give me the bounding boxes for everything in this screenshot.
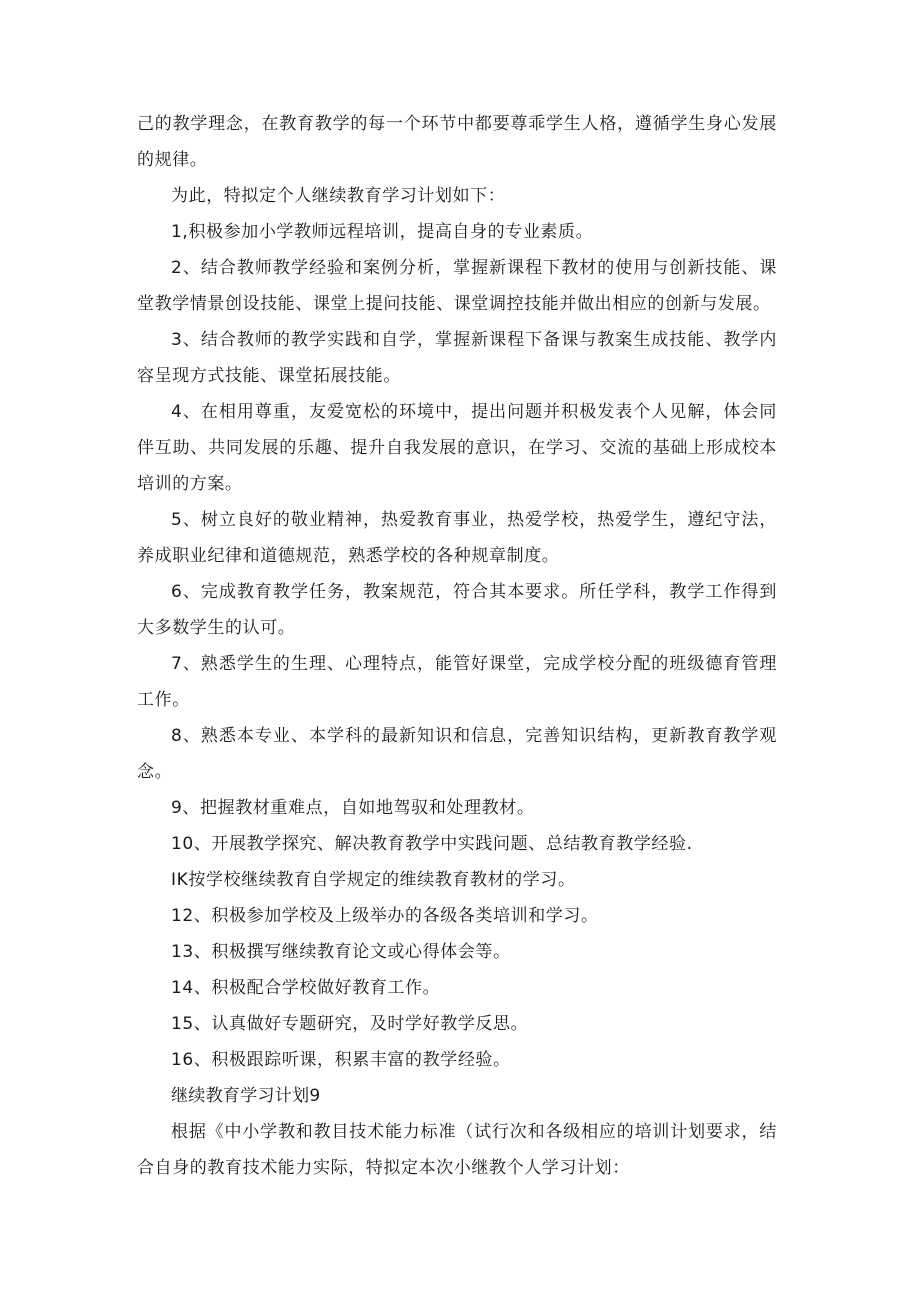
plan-item-3: 3、结合教师的教学实践和自学，掌握新课程下备课与教案生成技能、教学内容呈现方式技能、课堂拓展技能。 [137,330,777,386]
plan-item-2: 2、结合教师教学经验和案例分析，掌握新课程下教材的使用与创新技能、课堂教学情景创设技能、课堂上提问技能、课堂调控技能并做出相应的创新与发展。 [137,258,777,314]
closing-paragraph: 根据《中小学教和教目技术能力标准（试行次和各级相应的培训计划要求，结合自身的教育技术能力实际，特拟定本次小继教个人学习计划： [137,1122,777,1178]
continuation-paragraph: 己的教学理念，在教育教学的每一个环节中都要尊乖学生人格，遵循学生身心发展的规律。 [137,114,777,170]
plan-item-8: 8、熟悉本专业、本学科的最新知识和信息，完善知识结构，更新教育教学观念。 [137,726,777,782]
plan-item-9: 9、把握教材重难点，自如地驾驭和处理教材。 [171,798,535,818]
plan-item-7: 7、熟悉学生的生理、心理特点，能管好课堂，完成学校分配的班级德育管理工作。 [137,654,777,710]
plan-item-12: 12、积极参加学校及上级举办的各级各类培训和学习。 [171,906,599,926]
plan-item-16: 16、积极跟踪听课，积累丰富的教学经验。 [171,1050,511,1070]
plan-item-4: 4、在相用尊重，友爱宽松的环境中，提出问题并积极发表个人见解，体会同伴互助、共同发展的乐趣、提升自我发展的意识，在学习、交流的基础上形成校本培训的方案。 [137,402,777,494]
plan-item-5: 5、树立良好的敬业精神，热爱教育事业，热爱学校，热爱学生，遵纪守法，养成职业纪律和道德规范，熟悉学校的各种规章制度。 [137,510,777,566]
document-page [137,106,777,1186]
plan-item-13: 13、积极撰写继续教育论文或心得体会等。 [171,942,511,962]
plan-item-15: 15、认真做好专题研究，及时学好教学反思。 [171,1014,529,1034]
plan-item-1: 1,积极参加小学教师远程培训，提高自身的专业素质。 [171,222,594,242]
plan-item-11: IK按学校继续教育自学规定的维续教育教材的学习。 [171,870,576,890]
section-title: 继续教育学习计划9 [171,1086,321,1106]
intro-paragraph: 为此，特拟定个人继续教育学习计划如下： [171,186,506,206]
plan-item-6: 6、完成教育教学任务，教案规范，符合其本要求。所任学科，教学工作得到大多数学生的认可。 [137,582,777,638]
plan-item-10: 10、开展教学探究、解决教育教学中实践问题、总结教育教学经验. [171,834,693,854]
plan-item-14: 14、积极配合学校做好教育工作。 [171,978,441,998]
